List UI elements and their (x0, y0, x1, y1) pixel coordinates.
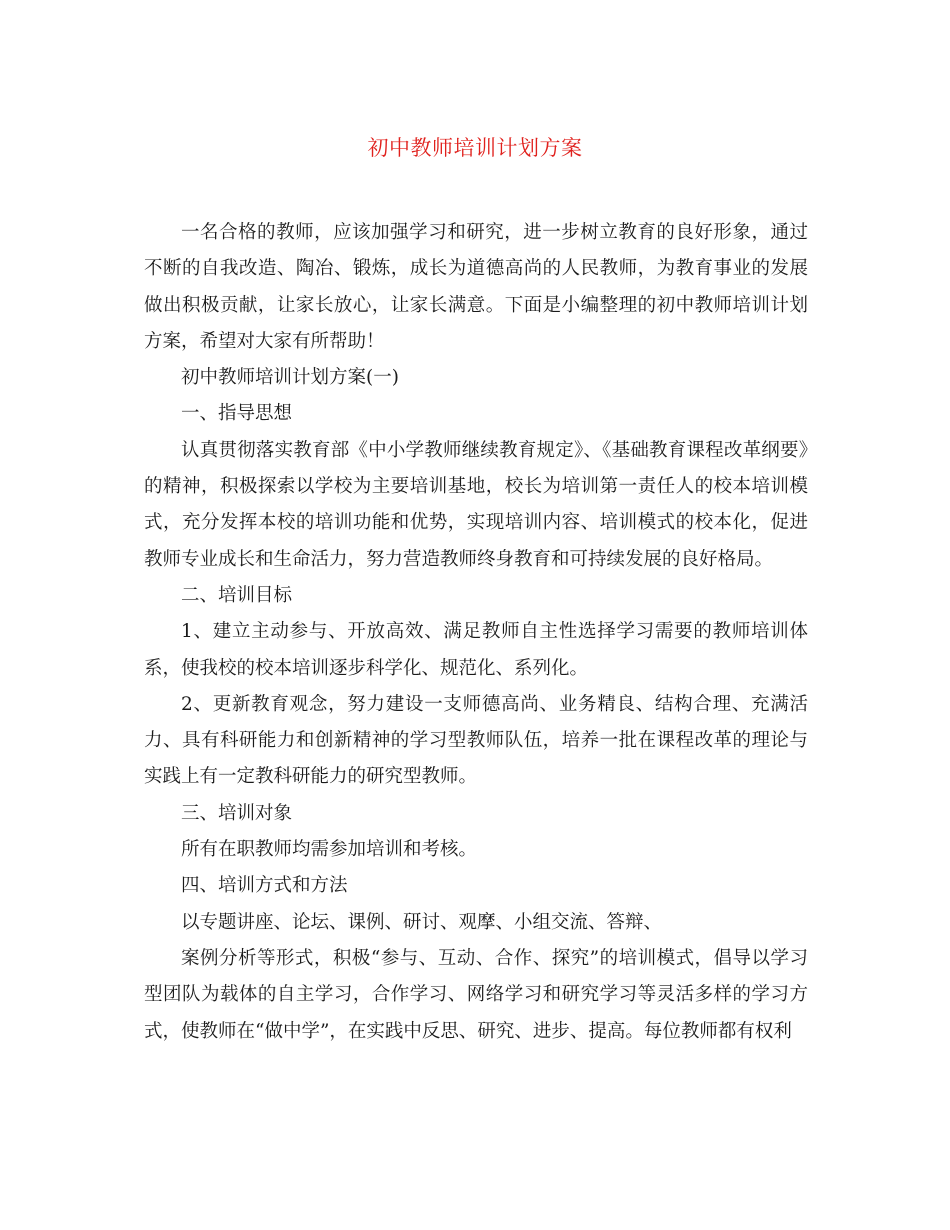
document-body (144, 215, 808, 1050)
paragraph-goal-2: 2、更新教育观念，努力建设一支师德高尚、业务精良、结构合理、充满活力、具有科研能力和创新精神的学习型教师队伍，培养一批在课程改革的理论与实践上有一定教科研能力的研究型教师。 (144, 693, 808, 788)
heading-guiding-ideology: 一、指导思想 (181, 403, 293, 425)
heading-training-methods: 四、培训方式和方法 (181, 875, 348, 897)
paragraph-goal-1: 1、建立主动参与、开放高效、满足教师自主性选择学习需要的教师培训体系，使我校的校本培训逐步科学化、规范化、系列化。 (144, 621, 808, 679)
paragraph-intro: 一名合格的教师，应该加强学习和研究，进一步树立教育的良好形象，通过不断的自我改造、陶冶、锻炼，成长为道德高尚的人民教师，为教育事业的发展做出积极贡献，让家长放心，让家长满意。下面是小编整理的初中教师培训计划方案，希望对大家有所帮助！ (144, 222, 808, 352)
heading-training-goals: 二、培训目标 (181, 584, 293, 606)
paragraph-training-targets: 所有在职教师均需参加培训和考核。 (181, 839, 478, 861)
paragraph-guiding-ideology: 认真贯彻落实教育部《中小学教师继续教育规定》、《基础教育课程改革纲要》的精神，积极探索以学校为主要培训基地，校长为培训第一责任人的校本培训模式，充分发挥本校的培训功能和优势，实现培训内容、培训模式的校本化，促进教师专业成长和生命活力，努力营造教师终身教育和可持续发展的良好格局。 (144, 439, 808, 570)
section-heading-plan-one: 初中教师培训计划方案(一) (181, 367, 399, 389)
paragraph-methods-2: 案例分析等形式，积极“参与、互动、合作、探究”的培训模式，倡导以学习型团队为载体的自主学习，合作学习、网络学习和研究学习等灵活多样的学习方式，使教师在“做中学”，在实践中反思、研究、进步、提高。每位教师都有权利 (144, 947, 808, 1042)
document-title: 初中教师培训计划方案 (367, 136, 583, 160)
paragraph-methods-1: 以专题讲座、论坛、课例、研讨、观摩、小组交流、答辩、 (181, 911, 663, 933)
heading-training-targets: 三、培训对象 (181, 802, 293, 824)
